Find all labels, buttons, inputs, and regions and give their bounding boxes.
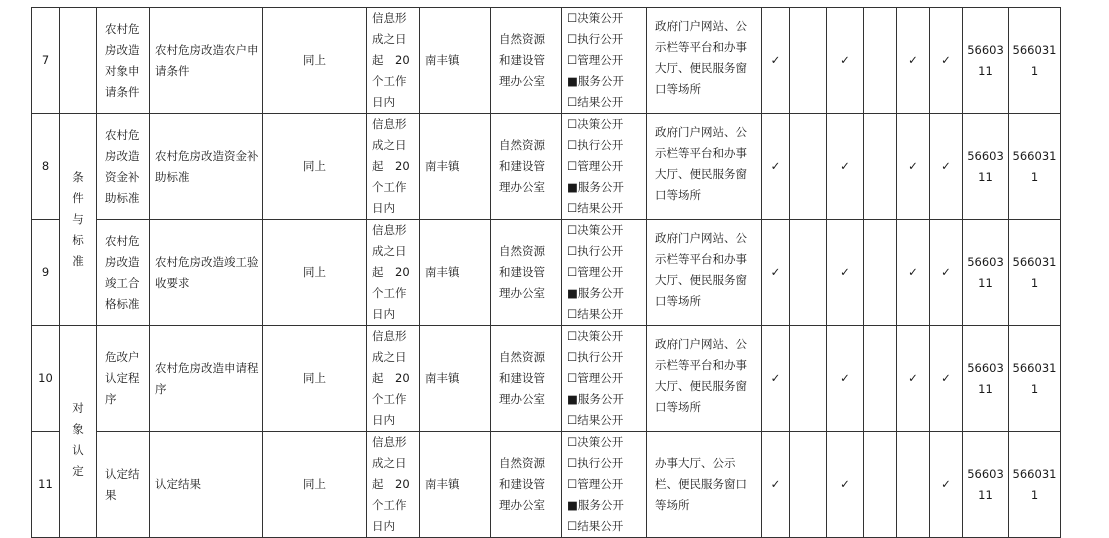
disclosure-option: ☐执行公开	[567, 138, 624, 152]
check-mark: ✓	[762, 220, 790, 326]
check-mark: ✓	[827, 114, 864, 220]
basis: 同上	[263, 8, 367, 114]
disclosure-option: ☐执行公开	[567, 350, 624, 364]
disclosure-option: ☐决策公开	[567, 435, 624, 449]
time-limit-line: 起 20	[372, 53, 410, 67]
time-limit-line: 日内	[372, 413, 395, 427]
time-limit-line: 个工作	[372, 180, 407, 194]
time-limit-line: 起 20	[372, 159, 410, 173]
check-mark: ✓	[897, 114, 930, 220]
check-mark: ✓	[897, 220, 930, 326]
time-limit-line: 起 20	[372, 477, 410, 491]
page-ref-a	[963, 114, 1009, 220]
check-mark: ✓	[930, 432, 963, 538]
channel: 政府门户网站、公示栏等平台和办事大厅、便民服务窗口等场所	[647, 8, 762, 114]
table-row	[32, 114, 1061, 220]
disclosure-option: ☐结果公开	[567, 201, 624, 215]
page-ref-part: 566031	[1012, 254, 1057, 269]
page-ref-b	[1009, 432, 1061, 538]
page-ref-a	[963, 326, 1009, 432]
page-ref-part: 56603	[967, 254, 1004, 269]
time-limit-line: 日内	[372, 201, 395, 215]
category-cell-target	[60, 326, 97, 538]
row-number: 9	[32, 220, 60, 326]
item-content: 农村危房改造竣工验收要求	[150, 220, 263, 326]
time-limit-line: 信息形	[372, 223, 407, 237]
basis: 同上	[263, 114, 367, 220]
item-content: 农村危房改造申请程序	[150, 326, 263, 432]
row-number: 7	[32, 8, 60, 114]
check-mark: ✓	[897, 326, 930, 432]
department: 自然资源和建设管理办公室	[491, 432, 562, 538]
item-name: 认定结果	[97, 432, 150, 538]
time-limit	[367, 8, 420, 114]
category-char: 件	[72, 191, 84, 205]
check-mark	[864, 8, 897, 114]
category-char: 对	[72, 401, 84, 415]
time-limit-line: 日内	[372, 519, 395, 533]
channel: 政府门户网站、公示栏等平台和办事大厅、便民服务窗口等场所	[647, 114, 762, 220]
disclosure-option: ☐结果公开	[567, 95, 624, 109]
check-mark: ✓	[762, 8, 790, 114]
page-ref-b	[1009, 8, 1061, 114]
department: 自然资源和建设管理办公室	[491, 220, 562, 326]
item-name: 农村危房改造资金补助标准	[97, 114, 150, 220]
check-mark	[864, 432, 897, 538]
item-name: 危改户认定程序	[97, 326, 150, 432]
disclosure-options	[562, 432, 647, 538]
disclosure-option: ☐管理公开	[567, 159, 624, 173]
check-mark	[864, 326, 897, 432]
page-ref-part: 1	[1030, 487, 1039, 502]
page-ref-part: 566031	[1012, 148, 1057, 163]
channel: 政府门户网站、公示栏等平台和办事大厅、便民服务窗口等场所	[647, 326, 762, 432]
category-char: 准	[72, 254, 84, 268]
disclosure-option: ☐管理公开	[567, 477, 624, 491]
page-ref-b	[1009, 326, 1061, 432]
page-ref-part: 11	[978, 275, 993, 290]
item-content: 认定结果	[150, 432, 263, 538]
category-char: 与	[72, 212, 84, 226]
time-limit-line: 信息形	[372, 11, 407, 25]
page-ref-part: 11	[978, 169, 993, 184]
time-limit-line: 成之日	[372, 32, 407, 46]
disclosure-table	[31, 7, 1061, 538]
department: 自然资源和建设管理办公室	[491, 326, 562, 432]
time-limit-line: 成之日	[372, 456, 407, 470]
channel: 政府门户网站、公示栏等平台和办事大厅、便民服务窗口等场所	[647, 220, 762, 326]
time-limit-line: 日内	[372, 307, 395, 321]
time-limit-line: 信息形	[372, 329, 407, 343]
category-cell	[60, 8, 97, 114]
basis: 同上	[263, 432, 367, 538]
page-ref-part: 56603	[967, 360, 1004, 375]
row-number: 8	[32, 114, 60, 220]
disclosure-option: ☐结果公开	[567, 307, 624, 321]
row-number: 11	[32, 432, 60, 538]
page-ref-part: 56603	[967, 42, 1004, 57]
item-content: 农村危房改造资金补助标准	[150, 114, 263, 220]
disclosure-option: ☐决策公开	[567, 117, 624, 131]
check-mark: ✓	[930, 326, 963, 432]
check-mark	[864, 114, 897, 220]
page-ref-part: 56603	[967, 466, 1004, 481]
check-mark	[790, 220, 827, 326]
category-char: 条	[72, 170, 84, 184]
department: 自然资源和建设管理办公室	[491, 8, 562, 114]
channel: 办事大厅、公示栏、便民服务窗口等场所	[647, 432, 762, 538]
subject: 南丰镇	[420, 326, 491, 432]
row-number: 10	[32, 326, 60, 432]
disclosure-option: ☐决策公开	[567, 329, 624, 343]
page-ref-part: 566031	[1012, 466, 1057, 481]
check-mark: ✓	[897, 8, 930, 114]
category-char: 标	[72, 233, 84, 247]
table-row	[32, 8, 1061, 114]
disclosure-option: ☐决策公开	[567, 11, 624, 25]
disclosure-options	[562, 8, 647, 114]
time-limit-line: 起 20	[372, 265, 410, 279]
time-limit-line: 个工作	[372, 498, 407, 512]
page-ref-part: 56603	[967, 148, 1004, 163]
department: 自然资源和建设管理办公室	[491, 114, 562, 220]
table-row	[32, 432, 1061, 538]
disclosure-option: ☐结果公开	[567, 413, 624, 427]
check-mark: ✓	[827, 326, 864, 432]
basis: 同上	[263, 326, 367, 432]
category-char: 认	[72, 443, 84, 457]
page-ref-part: 11	[978, 63, 993, 78]
table-row	[32, 326, 1061, 432]
check-mark	[864, 220, 897, 326]
disclosure-option: ☐决策公开	[567, 223, 624, 237]
page-ref-a	[963, 432, 1009, 538]
check-mark: ✓	[762, 432, 790, 538]
check-mark: ✓	[827, 8, 864, 114]
disclosure-option: ☐执行公开	[567, 244, 624, 258]
disclosure-options	[562, 326, 647, 432]
time-limit-line: 成之日	[372, 350, 407, 364]
time-limit-line: 成之日	[372, 244, 407, 258]
time-limit-line: 信息形	[372, 117, 407, 131]
time-limit	[367, 220, 420, 326]
item-name: 农村危房改造竣工合格标准	[97, 220, 150, 326]
page-ref-a	[963, 8, 1009, 114]
page-ref-part: 11	[978, 381, 993, 396]
time-limit-line: 信息形	[372, 435, 407, 449]
time-limit	[367, 114, 420, 220]
disclosure-option: ☐管理公开	[567, 371, 624, 385]
check-mark	[790, 432, 827, 538]
disclosure-option: ☐管理公开	[567, 265, 624, 279]
category-char: 象	[72, 422, 84, 436]
disclosure-option: ■服务公开	[567, 498, 624, 512]
check-mark: ✓	[930, 8, 963, 114]
table-row	[32, 220, 1061, 326]
disclosure-options	[562, 220, 647, 326]
disclosure-option: ■服务公开	[567, 392, 624, 406]
category-char: 定	[72, 464, 84, 478]
page-ref-part: 11	[978, 487, 993, 502]
item-name: 农村危房改造对象申请条件	[97, 8, 150, 114]
check-mark	[790, 114, 827, 220]
item-content: 农村危房改造农户申请条件	[150, 8, 263, 114]
category-cell-conditions	[60, 114, 97, 326]
check-mark: ✓	[762, 326, 790, 432]
check-mark: ✓	[827, 220, 864, 326]
time-limit-line: 个工作	[372, 286, 407, 300]
time-limit-line: 起 20	[372, 371, 410, 385]
page-ref-part: 566031	[1012, 42, 1057, 57]
disclosure-option: ☐结果公开	[567, 519, 624, 533]
page-ref-part: 1	[1030, 275, 1039, 290]
time-limit	[367, 432, 420, 538]
page-ref-part: 1	[1030, 63, 1039, 78]
check-mark	[790, 8, 827, 114]
page-ref-b	[1009, 220, 1061, 326]
disclosure-option: ■服务公开	[567, 74, 624, 88]
check-mark: ✓	[762, 114, 790, 220]
subject: 南丰镇	[420, 220, 491, 326]
disclosure-option: ■服务公开	[567, 286, 624, 300]
time-limit-line: 日内	[372, 95, 395, 109]
time-limit-line: 个工作	[372, 392, 407, 406]
subject: 南丰镇	[420, 432, 491, 538]
check-mark: ✓	[930, 220, 963, 326]
page-ref-part: 566031	[1012, 360, 1057, 375]
disclosure-options	[562, 114, 647, 220]
disclosure-option: ☐管理公开	[567, 53, 624, 67]
page-ref-part: 1	[1030, 169, 1039, 184]
page-ref-part: 1	[1030, 381, 1039, 396]
check-mark	[897, 432, 930, 538]
check-mark	[790, 326, 827, 432]
subject: 南丰镇	[420, 114, 491, 220]
check-mark: ✓	[930, 114, 963, 220]
page-ref-b	[1009, 114, 1061, 220]
basis: 同上	[263, 220, 367, 326]
disclosure-option: ☐执行公开	[567, 456, 624, 470]
time-limit-line: 个工作	[372, 74, 407, 88]
disclosure-option: ■服务公开	[567, 180, 624, 194]
time-limit	[367, 326, 420, 432]
page-ref-a	[963, 220, 1009, 326]
check-mark: ✓	[827, 432, 864, 538]
subject: 南丰镇	[420, 8, 491, 114]
time-limit-line: 成之日	[372, 138, 407, 152]
disclosure-option: ☐执行公开	[567, 32, 624, 46]
